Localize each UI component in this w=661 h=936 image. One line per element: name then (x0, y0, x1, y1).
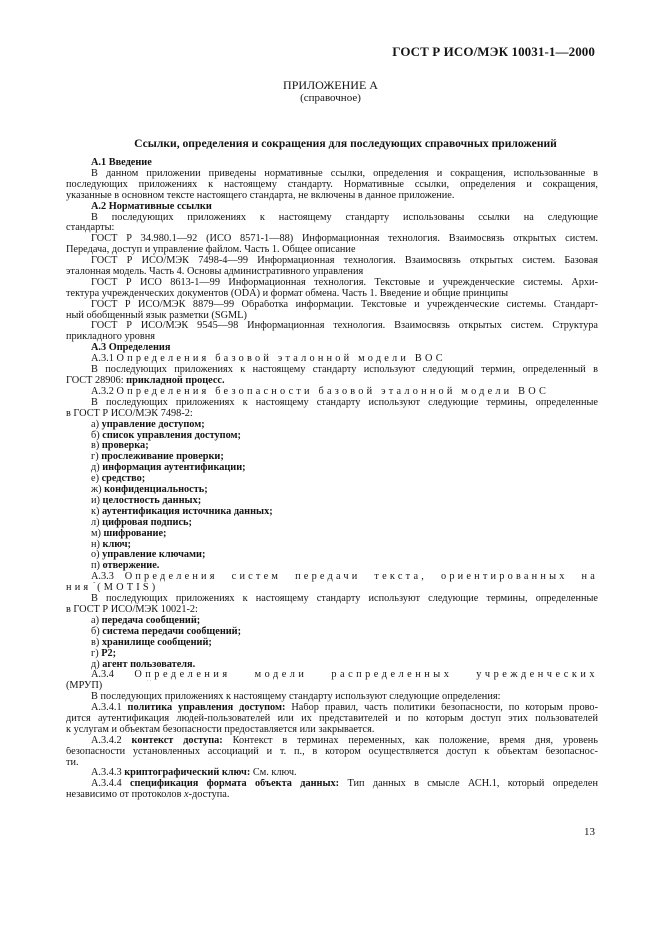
subheading-a31 (66, 354, 598, 365)
clause-number: А.3.4 (91, 670, 114, 681)
list-marker: д) (91, 462, 100, 474)
document-header: ГОСТ Р ИСО/МЭК 10031-1—2000 (392, 44, 595, 59)
paragraph-line: В последующих приложениях к настоящему стандарту используют следующие определения: (91, 691, 501, 703)
reference-line: ГОСТ Р ИСО/МЭК 7498-4—99 Информационная технология. Взаимосвязь открытых систем. Базовая (91, 256, 598, 267)
reference-line: ГОСТ Р ИСО/МЭК 8879—99 Обработка информации. Текстовые и учрежденческие системы. Стандарт- (91, 299, 598, 310)
reference-line: Передача, доступ и управление файлом. Часть 1. Общее описание (66, 244, 356, 256)
list-item (66, 638, 598, 649)
defined-term: проверка; (101, 440, 149, 452)
heading-a2: А.2 Нормативные ссылки (91, 200, 212, 212)
reference-line: прикладного уровня (66, 331, 156, 343)
list-marker: д) (91, 658, 100, 670)
document-body (66, 158, 598, 801)
clause-title: Определения безопасности базовой эталонной модели ВОС (116, 385, 550, 397)
list-marker: е) (91, 473, 99, 485)
defined-term: информация аутентификации; (102, 462, 246, 474)
defined-term: передача сообщений; (101, 614, 201, 626)
reference-line: эталонная модель. Часть 4. Основы административного управления (66, 265, 364, 277)
paragraph-line: стандарты: (66, 222, 115, 234)
subheading-a34 (66, 670, 598, 681)
list-marker: а) (91, 418, 99, 430)
clause-title: Определения базовой эталонной модели ВОС (116, 353, 446, 365)
list-marker: а) (91, 614, 99, 626)
list-marker: в) (91, 636, 100, 648)
defined-term: хранилище сообщений; (101, 636, 212, 648)
list-marker: в) (91, 440, 100, 452)
list-marker: л) (91, 516, 100, 528)
list-marker: к) (91, 505, 100, 517)
variable-text: х (184, 789, 189, 801)
list-item (66, 561, 598, 572)
defined-term: средство; (101, 473, 146, 485)
list-marker: и) (91, 494, 100, 506)
paragraph-line: безопасности установленных ассоциаций и т. п., в котором осуществляется доступ к объектам безопаснос- (66, 746, 598, 757)
defined-term: список управления доступом; (102, 429, 241, 441)
reference-text: ГОСТ 28906: (66, 374, 127, 386)
list-marker: б) (91, 429, 100, 441)
definition-text: Тип данных в смысле АСН.1, который определен (339, 779, 598, 790)
paragraph-line: дится аутентификация людей-пользователей или их представителей и по которым доступ этих пользователей (66, 714, 598, 724)
appendix-title: ПРИЛОЖЕНИЕ А (283, 78, 378, 92)
paragraph-line: ти. (66, 756, 79, 768)
clause-number: А.3.4.2 (91, 735, 122, 746)
heading-a3: А.3 Определения (91, 342, 171, 354)
list-item (66, 463, 598, 474)
defined-term: Р2; (101, 647, 117, 659)
term-list-a33 (66, 616, 598, 671)
defined-term: управление доступом; (101, 418, 205, 430)
clause-title: Определения систем передачи текста, ориентированных на (124, 572, 598, 583)
clause-number: А.3.1 (91, 353, 114, 365)
paragraph-line: В последующих приложениях к настоящему стандарту использованы ссылки на следующие (91, 212, 598, 223)
defined-term: аутентификация источника данных; (102, 505, 273, 517)
clause-title: Определения модели распределенных учрежденческих (134, 670, 598, 681)
defined-term: целостность данных; (102, 494, 202, 506)
defined-term: отвержение. (102, 560, 160, 572)
list-marker: о) (91, 549, 100, 561)
paragraph-line: В последующих приложениях к настоящему стандарту используют следующий термин, определенный в (91, 365, 598, 376)
clause-title-continued: ния (MOTIS) (66, 582, 159, 594)
paragraph-line: к услугам и объектам безопасности предоставляется или закрывается. (66, 723, 375, 735)
list-item (66, 660, 598, 671)
paragraph-line: указанные в основном тексте настоящего стандарта, не включены в данное приложение. (66, 189, 455, 201)
defined-term: криптографический ключ: (124, 767, 251, 779)
paragraph-line: В последующих приложениях к настоящему стандарту используют следующие термины, определенные (91, 594, 598, 605)
paragraph-line: в ГОСТ Р ИСО/МЭК 10021-2: (66, 603, 198, 615)
defined-term: прослеживание проверки; (101, 451, 224, 463)
page-number: 13 (584, 826, 595, 838)
paragraph-line: В данном приложении приведены нормативные ссылки, определения и сокращения, использованные в (91, 168, 598, 179)
definition-text: Контекст в терминах переменных, как положение, время дня, уровень (222, 735, 598, 746)
defined-term: шифрование; (103, 527, 167, 539)
appendix-subtitle: (справочное) (300, 92, 361, 104)
paragraph-line: В последующих приложениях к настоящему стандарту используют следующие термины, определенные (91, 397, 598, 408)
definition-text: независимо от протоколов (66, 789, 185, 801)
defined-term: система передачи сообщений; (102, 625, 242, 637)
list-marker: ж) (91, 484, 102, 496)
reference-line: ГОСТ Р 34.980.1—92 (ИСО 8571-1—88) Информационная технология. Взаимосвязь открытых систем. (91, 234, 598, 245)
defined-term: спецификация формата объекта данных: (129, 779, 340, 790)
list-marker: н) (91, 538, 100, 550)
paragraph-line (66, 790, 598, 801)
definition-text: См. ключ. (250, 767, 297, 779)
defined-term: контекст доступа: (131, 735, 223, 746)
clause-number: А.3.2 (91, 385, 114, 397)
definition-a342 (66, 736, 598, 747)
paragraph-line: последующих приложениях к настоящему стандарту. Нормативные ссылки, определения и сокращения, (66, 179, 598, 190)
defined-term: цифровая подпись; (102, 516, 192, 528)
list-item (66, 529, 598, 540)
clause-title-continued: (МРУП) (66, 680, 103, 692)
definition-text: -доступа. (188, 789, 230, 801)
reference-line: тектура учрежденческих документов (ODA) и формат обмена. Часть 1. Введение и общие принципы (66, 287, 509, 299)
list-marker: б) (91, 625, 100, 637)
definition-text: Набор правил, часть политики безопасности, по которым прово- (285, 703, 598, 714)
defined-term: политика управления доступом: (127, 703, 286, 714)
reference-line: ГОСТ Р ИСО 8613-1—99 Информационная технология. Текстовые и учрежденческие системы. Архи- (91, 277, 598, 288)
reference-line: ный обобщенный язык разметки (SGML) (66, 309, 247, 321)
list-marker: п) (91, 560, 100, 572)
list-marker: г) (91, 647, 99, 659)
paragraph-line: в ГОСТ Р ИСО/МЭК 7498-2: (66, 407, 193, 419)
subheading-a32 (66, 387, 598, 398)
clause-number: А.3.4.1 (91, 703, 122, 714)
definition-a343 (66, 768, 598, 779)
defined-term: управление ключами; (102, 549, 206, 561)
definition-a341 (66, 703, 598, 714)
term-list-a32 (66, 420, 598, 573)
defined-term: агент пользователя. (102, 658, 196, 670)
defined-term: ключ; (102, 538, 131, 550)
list-marker: м) (91, 527, 101, 539)
clause-number: А.3.4.3 (91, 767, 122, 779)
defined-term: прикладной процесс. (126, 374, 225, 386)
defined-term: конфиденциальность; (104, 484, 208, 496)
section-title: Ссылки, определения и сокращения для последующих справочных приложений (134, 137, 557, 150)
reference-line: ГОСТ Р ИСО/МЭК 9545—98 Информационная технология. Взаимосвязь открытых систем. Структура (91, 321, 598, 332)
list-marker: г) (91, 451, 99, 463)
clause-number: А.3.4.4 (91, 779, 122, 790)
heading-a1: А.1 Введение (91, 157, 152, 168)
clause-number: А.3.3 (91, 572, 114, 583)
